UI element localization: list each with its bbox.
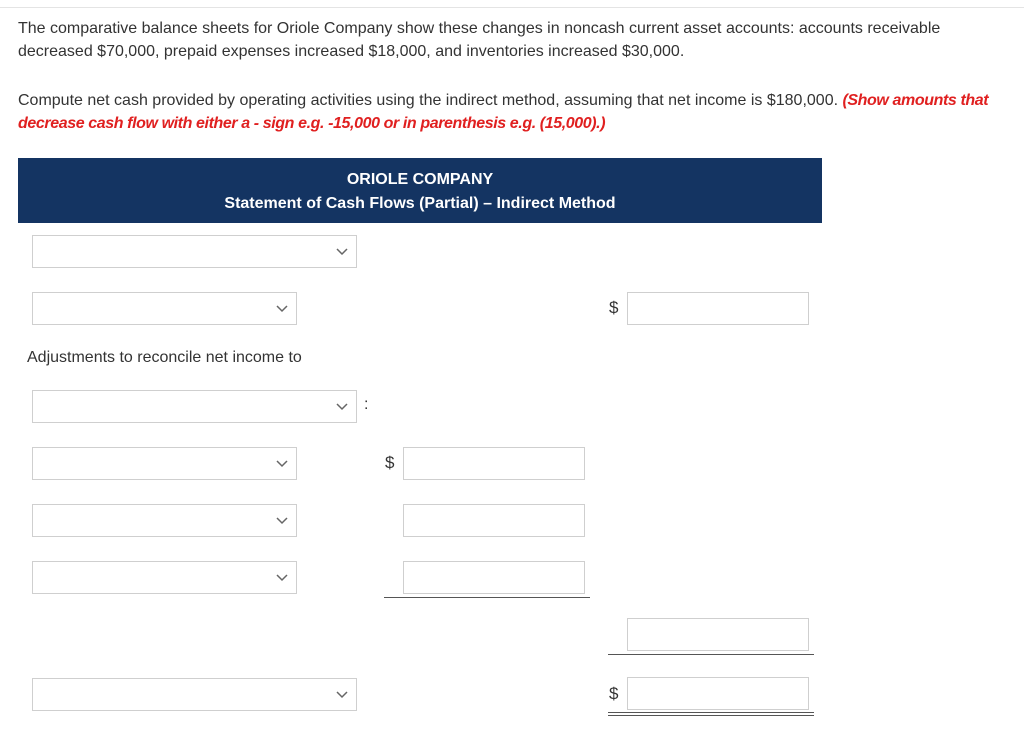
line-item-select-1[interactable] bbox=[32, 235, 357, 268]
line-item-select-6[interactable] bbox=[32, 561, 297, 594]
statement-title: Statement of Cash Flows (Partial) – Indirect Method bbox=[224, 195, 616, 212]
chevron-down-icon bbox=[336, 403, 348, 411]
adjustments-label: Adjustments to reconcile net income to bbox=[27, 349, 302, 366]
line-item-select-7[interactable] bbox=[32, 678, 357, 711]
problem-instruction bbox=[18, 89, 1008, 135]
chevron-down-icon bbox=[276, 517, 288, 525]
total-adjustments-input[interactable] bbox=[627, 618, 809, 651]
double-underline-bottom bbox=[608, 715, 814, 716]
net-income-amount-input[interactable] bbox=[627, 292, 809, 325]
total-underline bbox=[608, 654, 814, 655]
instruction-text: Compute net cash provided by operating activities using the indirect method, assuming that net income is $180,000. bbox=[18, 92, 839, 109]
chevron-down-icon bbox=[336, 248, 348, 256]
subtotal-underline bbox=[384, 597, 590, 598]
dollar-sign: $ bbox=[609, 684, 619, 703]
chevron-down-icon bbox=[276, 460, 288, 468]
dollar-sign: $ bbox=[385, 453, 395, 472]
problem-intro: The comparative balance sheets for Oriole Company show these changes in noncash current asset accounts: accounts receivable decreased $70,000, prepaid expenses increased $18,000, and inventories increased $30,000. bbox=[18, 20, 941, 60]
adjustment-amount-input-3[interactable] bbox=[403, 561, 585, 594]
line-item-select-4[interactable] bbox=[32, 447, 297, 480]
double-underline-top bbox=[608, 712, 814, 713]
line-item-select-3[interactable] bbox=[32, 390, 357, 423]
line-item-select-5[interactable] bbox=[32, 504, 297, 537]
adjustment-amount-input-2[interactable] bbox=[403, 504, 585, 537]
line-item-select-2[interactable] bbox=[32, 292, 297, 325]
chevron-down-icon bbox=[276, 305, 288, 313]
adjustment-amount-input-1[interactable] bbox=[403, 447, 585, 480]
dollar-sign: $ bbox=[609, 298, 619, 317]
statement-header bbox=[18, 158, 822, 223]
colon: : bbox=[364, 396, 369, 413]
top-divider bbox=[0, 7, 1024, 8]
chevron-down-icon bbox=[276, 574, 288, 582]
chevron-down-icon bbox=[336, 691, 348, 699]
company-name: ORIOLE COMPANY bbox=[346, 171, 494, 188]
hint-text: (Show amounts that decrease cash flow with either a - sign e.g. -15,000 or in parenthesis e.g. (15,000).) bbox=[18, 92, 989, 132]
net-cash-operating-input[interactable] bbox=[627, 677, 809, 710]
